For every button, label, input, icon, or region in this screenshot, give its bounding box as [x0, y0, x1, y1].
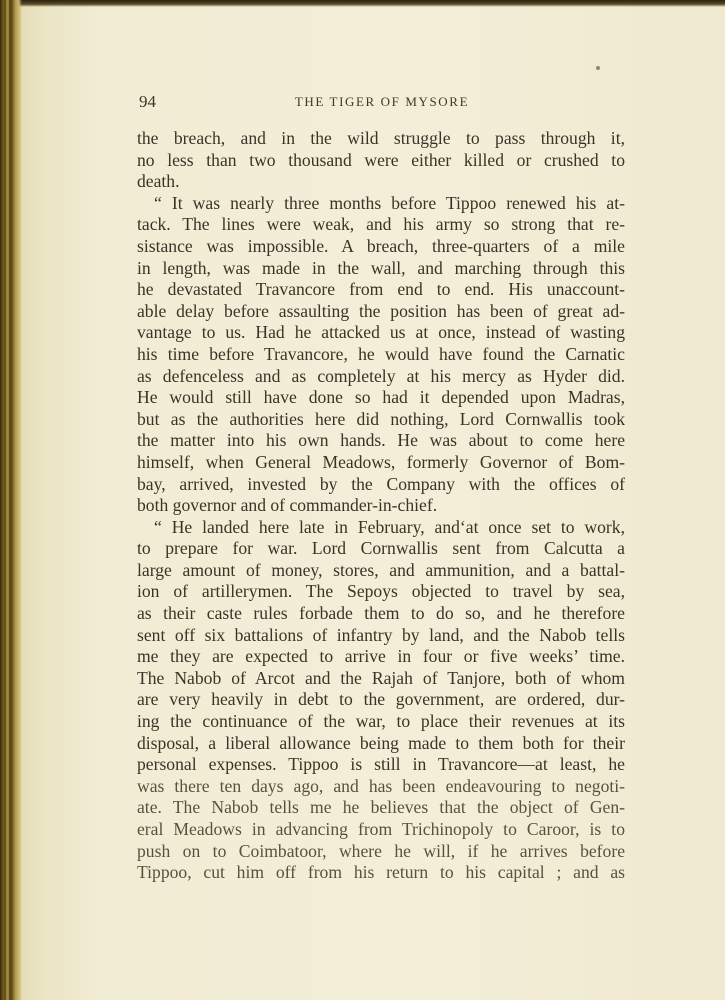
page-top-edge — [0, 0, 725, 7]
text-line: tack. The lines were weak, and his army so strong that re- — [137, 214, 625, 235]
text-line: as defenceless and as completely at his mercy as Hyder did. — [137, 365, 625, 386]
text-line: sent off six battalions of infantry by land, and the Nabob tells — [137, 624, 625, 645]
text-line: ing the continuance of the war, to place their revenues at its — [137, 711, 625, 732]
text-line: are very heavily in debt to the government, are ordered, dur- — [137, 689, 625, 710]
page-header — [139, 92, 625, 116]
body-text — [137, 128, 625, 884]
text-line: vantage to us. Had he attacked us at once, instead of wasting — [137, 322, 625, 343]
text-line: as their caste rules forbade them to do so, and he therefore — [137, 603, 625, 624]
text-line: death. — [137, 171, 180, 192]
text-line: was there ten days ago, and has been endeavouring to negoti- — [137, 775, 625, 796]
text-line: he devastated Travancore from end to end. His unaccount- — [137, 279, 625, 300]
binding-line — [4, 0, 6, 1000]
text-line: The Nabob of Arcot and the Rajah of Tanjore, both of whom — [137, 667, 625, 688]
paper-speck — [596, 66, 600, 70]
text-line: sistance was impossible. A breach, three-quarters of a mile — [137, 235, 625, 256]
text-line: eral Meadows in advancing from Trichinopoly to Caroor, is to — [137, 819, 625, 839]
text-line: Tippoo, cut him off from his return to his capital ; and as — [137, 862, 625, 883]
text-line: both governor and of commander-in-chief. — [137, 495, 438, 516]
text-line: ion of artillerymen. The Sepoys objected to travel by sea, — [137, 581, 625, 602]
text-line: the matter into his own hands. He was about to come here — [137, 430, 625, 451]
text-line: the breach, and in the wild struggle to pass through it, — [137, 128, 625, 148]
text-line: “ He landed here late in February, and‘at once set to work, — [154, 516, 625, 537]
text-line: large amount of money, stores, and ammunition, and a battal- — [137, 559, 625, 580]
text-line: push on to Coimbatoor, where he will, if he arrives before — [137, 840, 625, 861]
text-line: in length, was made in the wall, and marching through this — [137, 257, 625, 278]
binding-line — [9, 0, 11, 1000]
text-line: personal expenses. Tippoo is still in Travancore—at least, he — [137, 754, 625, 775]
text-line: able delay before assaulting the position has been of great ad- — [137, 300, 625, 321]
text-line: He would still have done so had it depended upon Madras, — [137, 387, 625, 408]
text-line: to prepare for war. Lord Cornwallis sent from Calcutta a — [137, 538, 625, 559]
text-line: no less than two thousand were either killed or crushed to — [137, 149, 625, 170]
text-line: bay, arrived, invested by the Company with the offices of — [137, 473, 625, 494]
text-line: his time before Travancore, he would have found the Carnatic — [137, 343, 625, 364]
running-head: THE TIGER OF MYSORE — [294, 94, 470, 109]
page-number: 94 — [139, 92, 156, 111]
text-line: “ It was nearly three months before Tippoo renewed his at- — [154, 192, 625, 213]
text-line: but as the authorities here did nothing, Lord Cornwallis took — [137, 408, 625, 429]
text-line: disposal, a liberal allowance being made to them both for their — [137, 732, 625, 753]
text-line: me they are expected to arrive in four or five weeks’ time. — [137, 646, 625, 667]
text-line: ate. The Nabob tells me he believes that the object of Gen- — [137, 797, 625, 818]
text-line: himself, when General Meadows, formerly Governor of Bom- — [137, 451, 625, 472]
